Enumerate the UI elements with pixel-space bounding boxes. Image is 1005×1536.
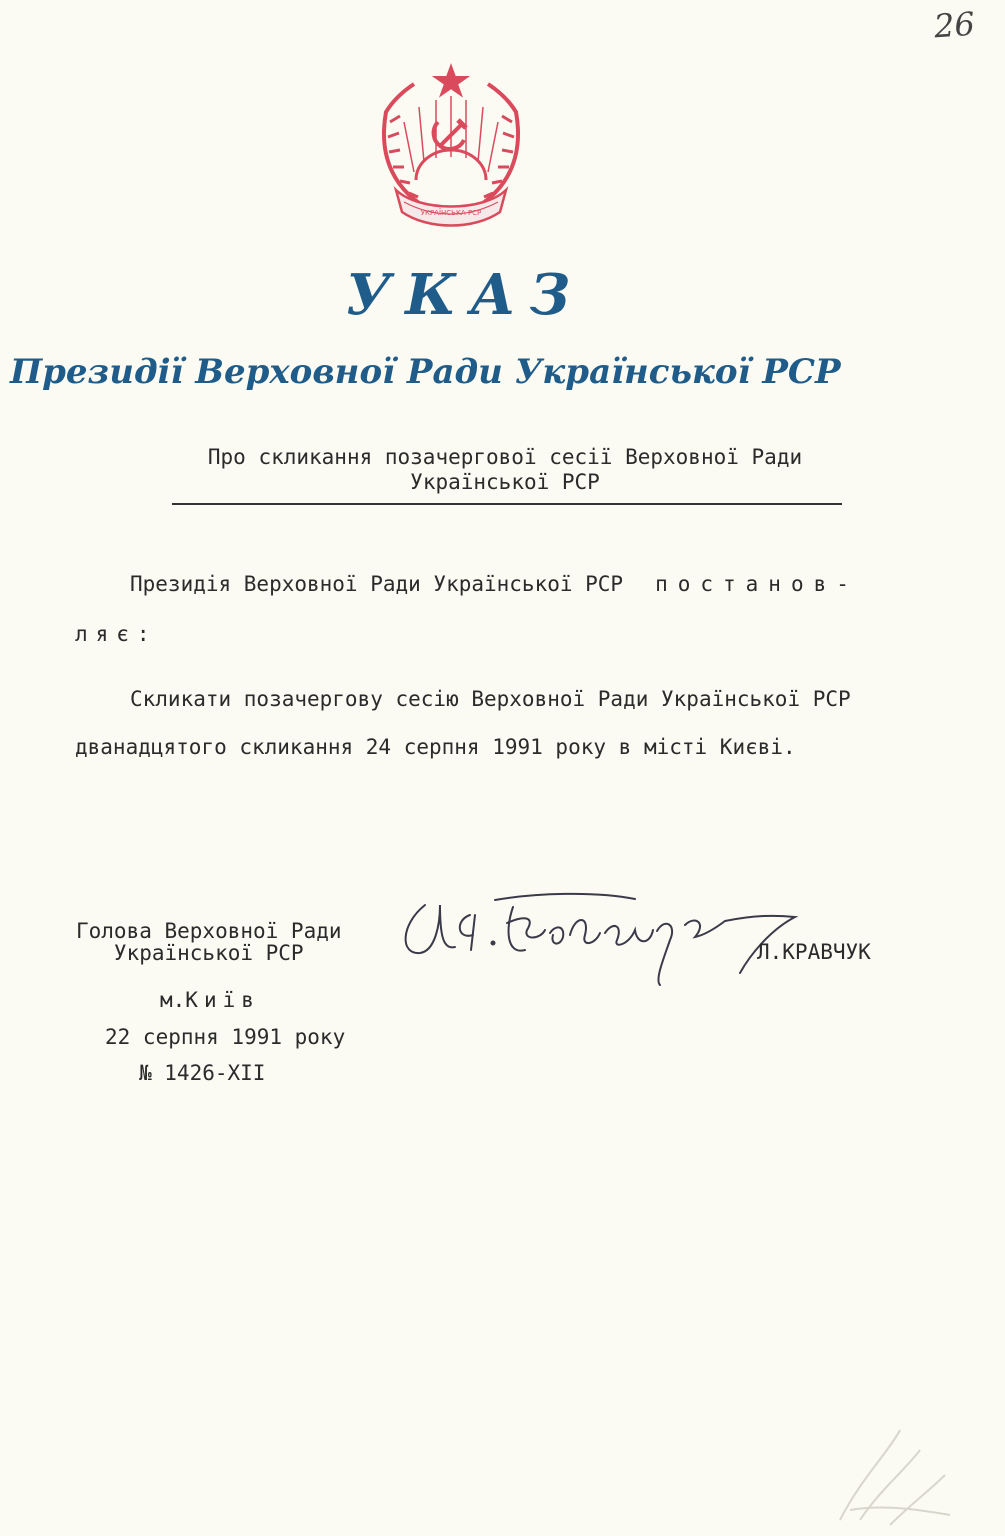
- signatory-position-line-1: Голова Верховної Ради: [76, 919, 342, 943]
- decree-subject: [170, 445, 840, 495]
- subject-line-1: Про скликання позачергової сесії Верховної Ради: [207, 445, 803, 469]
- resolution-line-2: дванадцятого скликання 24 серпня 1991 року в місті Києві.: [75, 735, 796, 759]
- issue-date: 22 серпня 1991 року: [105, 1025, 346, 1049]
- place-city: Київ: [185, 988, 260, 1012]
- preamble-body-name: Президія Верховної Ради Української РСР: [130, 572, 624, 596]
- issue-place: [160, 988, 260, 1012]
- signatory-position: [76, 920, 342, 964]
- handwritten-signature-icon: [395, 885, 815, 995]
- archive-page-number: 26: [932, 4, 976, 46]
- preamble-verb-part-1: постанов-: [655, 572, 859, 596]
- decree-number: № 1426-XII: [139, 1061, 266, 1085]
- decree-title: УКАЗ: [345, 262, 585, 328]
- preamble-line-1: [130, 572, 859, 596]
- place-prefix: м.: [160, 988, 186, 1012]
- archive-stamp-mark-icon: [820, 1420, 960, 1530]
- subject-underline: [172, 503, 842, 505]
- state-emblem-icon: [374, 62, 528, 232]
- svg-text:УКРАЇНСЬКА РСР: УКРАЇНСЬКА РСР: [420, 209, 482, 217]
- signatory-position-line-2: Української РСР: [113, 941, 304, 965]
- decree-issuer: Президії Верховної Ради Української РСР: [10, 352, 841, 392]
- subject-line-2: Української РСР: [410, 470, 600, 494]
- signatory-name: Л.КРАВЧУК: [757, 940, 871, 964]
- preamble-verb-part-2: ляє:: [75, 622, 158, 646]
- resolution-line-1: Скликати позачергову сесію Верховної Ради Української РСР: [130, 687, 851, 711]
